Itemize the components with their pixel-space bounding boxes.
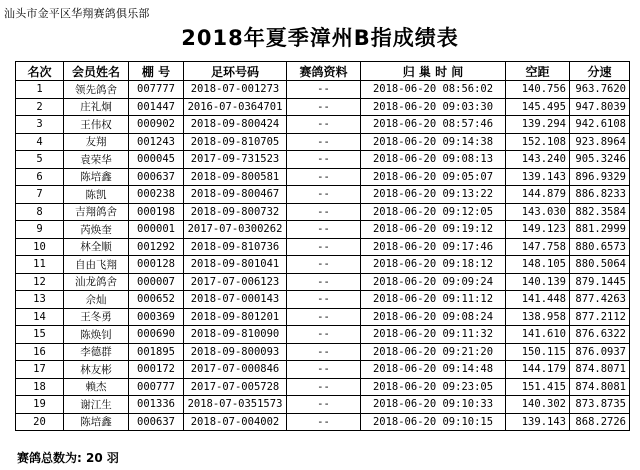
member-name-cell: 芮焕奎 bbox=[64, 221, 129, 239]
table-row bbox=[16, 256, 630, 274]
member-name-cell: 陈培鑫 bbox=[64, 413, 129, 431]
cage-number-cell: 000637 bbox=[129, 413, 184, 431]
cage-number-cell: 001292 bbox=[129, 238, 184, 256]
distance-cell: 138.958 bbox=[506, 308, 570, 326]
member-name-cell: 赖杰 bbox=[64, 378, 129, 396]
table-row bbox=[16, 291, 630, 309]
table-header-row bbox=[16, 62, 630, 81]
col-header-distance: 空距 bbox=[506, 62, 570, 81]
pigeon-info-cell: -- bbox=[287, 133, 361, 151]
distance-cell: 141.610 bbox=[506, 326, 570, 344]
arrival-time-cell: 2018-06-20 09:17:46 bbox=[361, 238, 506, 256]
cage-number-cell: 007777 bbox=[129, 81, 184, 99]
col-header-info: 赛鸽资料 bbox=[287, 62, 361, 81]
member-name-cell: 庄礼炯 bbox=[64, 98, 129, 116]
cage-number-cell: 000001 bbox=[129, 221, 184, 239]
rank-cell: 7 bbox=[16, 186, 64, 204]
pigeon-info-cell: -- bbox=[287, 291, 361, 309]
ring-number-cell: 2017-07-005728 bbox=[184, 378, 287, 396]
arrival-time-cell: 2018-06-20 09:11:32 bbox=[361, 326, 506, 344]
pigeon-info-cell: -- bbox=[287, 81, 361, 99]
ring-number-cell: 2018-07-004002 bbox=[184, 413, 287, 431]
col-header-speed: 分速 bbox=[570, 62, 630, 81]
speed-cell: 905.3246 bbox=[570, 151, 630, 169]
distance-cell: 139.143 bbox=[506, 413, 570, 431]
distance-cell: 140.302 bbox=[506, 396, 570, 414]
table-row bbox=[16, 168, 630, 186]
distance-cell: 149.123 bbox=[506, 221, 570, 239]
cage-number-cell: 000238 bbox=[129, 186, 184, 204]
distance-cell: 143.030 bbox=[506, 203, 570, 221]
table-row bbox=[16, 186, 630, 204]
ring-number-cell: 2018-09-810090 bbox=[184, 326, 287, 344]
distance-cell: 148.105 bbox=[506, 256, 570, 274]
distance-cell: 143.240 bbox=[506, 151, 570, 169]
page-title: 2018年夏季漳州B指成绩表 bbox=[181, 26, 459, 50]
speed-cell: 879.1445 bbox=[570, 273, 630, 291]
ring-number-cell: 2017-07-006123 bbox=[184, 273, 287, 291]
arrival-time-cell: 2018-06-20 09:12:05 bbox=[361, 203, 506, 221]
pigeon-info-cell: -- bbox=[287, 413, 361, 431]
ring-number-cell: 2018-09-801041 bbox=[184, 256, 287, 274]
arrival-time-cell: 2018-06-20 08:57:46 bbox=[361, 116, 506, 134]
speed-cell: 868.2726 bbox=[570, 413, 630, 431]
pigeon-info-cell: -- bbox=[287, 238, 361, 256]
ring-number-cell: 2017-07-0300262 bbox=[184, 221, 287, 239]
table-row bbox=[16, 308, 630, 326]
cage-number-cell: 000198 bbox=[129, 203, 184, 221]
table-row bbox=[16, 221, 630, 239]
rank-cell: 10 bbox=[16, 238, 64, 256]
table-row bbox=[16, 133, 630, 151]
col-header-ring: 足环号码 bbox=[184, 62, 287, 81]
table-row bbox=[16, 343, 630, 361]
member-name-cell: 汕龙鸽舍 bbox=[64, 273, 129, 291]
member-name-cell: 袁荣华 bbox=[64, 151, 129, 169]
arrival-time-cell: 2018-06-20 09:19:12 bbox=[361, 221, 506, 239]
cage-number-cell: 000369 bbox=[129, 308, 184, 326]
member-name-cell: 吉翔鸽舍 bbox=[64, 203, 129, 221]
table-row bbox=[16, 273, 630, 291]
member-name-cell: 王伟权 bbox=[64, 116, 129, 134]
table-row bbox=[16, 116, 630, 134]
member-name-cell: 陈培鑫 bbox=[64, 168, 129, 186]
member-name-cell: 陈凯 bbox=[64, 186, 129, 204]
distance-cell: 139.143 bbox=[506, 168, 570, 186]
cage-number-cell: 000652 bbox=[129, 291, 184, 309]
arrival-time-cell: 2018-06-20 09:18:12 bbox=[361, 256, 506, 274]
rank-cell: 12 bbox=[16, 273, 64, 291]
table-row bbox=[16, 396, 630, 414]
arrival-time-cell: 2018-06-20 09:14:38 bbox=[361, 133, 506, 151]
speed-cell: 882.3584 bbox=[570, 203, 630, 221]
speed-cell: 942.6108 bbox=[570, 116, 630, 134]
ring-number-cell: 2018-07-001273 bbox=[184, 81, 287, 99]
pigeon-info-cell: -- bbox=[287, 203, 361, 221]
rank-cell: 16 bbox=[16, 343, 64, 361]
arrival-time-cell: 2018-06-20 09:08:13 bbox=[361, 151, 506, 169]
rank-cell: 18 bbox=[16, 378, 64, 396]
cage-number-cell: 000007 bbox=[129, 273, 184, 291]
table-row bbox=[16, 203, 630, 221]
table-row bbox=[16, 413, 630, 431]
member-name-cell: 谢江生 bbox=[64, 396, 129, 414]
pigeon-info-cell: -- bbox=[287, 326, 361, 344]
arrival-time-cell: 2018-06-20 09:10:15 bbox=[361, 413, 506, 431]
col-header-cage: 棚 号 bbox=[129, 62, 184, 81]
ring-number-cell: 2018-09-800093 bbox=[184, 343, 287, 361]
cage-number-cell: 000637 bbox=[129, 168, 184, 186]
member-name-cell: 领先鸽舍 bbox=[64, 81, 129, 99]
rank-cell: 6 bbox=[16, 168, 64, 186]
distance-cell: 144.179 bbox=[506, 361, 570, 379]
rank-cell: 11 bbox=[16, 256, 64, 274]
distance-cell: 145.495 bbox=[506, 98, 570, 116]
speed-cell: 876.0937 bbox=[570, 343, 630, 361]
pigeon-info-cell: -- bbox=[287, 98, 361, 116]
ring-number-cell: 2018-09-800467 bbox=[184, 186, 287, 204]
ring-number-cell: 2017-09-731523 bbox=[184, 151, 287, 169]
speed-cell: 923.8964 bbox=[570, 133, 630, 151]
col-header-rank: 名次 bbox=[16, 62, 64, 81]
rank-cell: 5 bbox=[16, 151, 64, 169]
pigeon-info-cell: -- bbox=[287, 151, 361, 169]
ring-number-cell: 2018-09-810736 bbox=[184, 238, 287, 256]
member-name-cell: 王冬勇 bbox=[64, 308, 129, 326]
ring-number-cell: 2018-07-000143 bbox=[184, 291, 287, 309]
pigeon-info-cell: -- bbox=[287, 343, 361, 361]
table-row bbox=[16, 151, 630, 169]
arrival-time-cell: 2018-06-20 09:09:24 bbox=[361, 273, 506, 291]
ring-number-cell: 2018-09-800581 bbox=[184, 168, 287, 186]
rank-cell: 14 bbox=[16, 308, 64, 326]
speed-cell: 880.6573 bbox=[570, 238, 630, 256]
arrival-time-cell: 2018-06-20 09:05:07 bbox=[361, 168, 506, 186]
rank-cell: 19 bbox=[16, 396, 64, 414]
speed-cell: 874.8081 bbox=[570, 378, 630, 396]
distance-cell: 144.879 bbox=[506, 186, 570, 204]
pigeon-info-cell: -- bbox=[287, 186, 361, 204]
table-body bbox=[16, 81, 630, 431]
rank-cell: 20 bbox=[16, 413, 64, 431]
ring-number-cell: 2018-09-800732 bbox=[184, 203, 287, 221]
cage-number-cell: 000690 bbox=[129, 326, 184, 344]
ring-number-cell: 2017-07-000846 bbox=[184, 361, 287, 379]
arrival-time-cell: 2018-06-20 09:10:33 bbox=[361, 396, 506, 414]
speed-cell: 873.8735 bbox=[570, 396, 630, 414]
table-row bbox=[16, 238, 630, 256]
table-row bbox=[16, 378, 630, 396]
arrival-time-cell: 2018-06-20 09:23:05 bbox=[361, 378, 506, 396]
speed-cell: 896.9329 bbox=[570, 168, 630, 186]
distance-cell: 140.756 bbox=[506, 81, 570, 99]
cage-number-cell: 000777 bbox=[129, 378, 184, 396]
ring-number-cell: 2016-07-0364701 bbox=[184, 98, 287, 116]
distance-cell: 141.448 bbox=[506, 291, 570, 309]
col-header-name: 会员姓名 bbox=[64, 62, 129, 81]
table-row bbox=[16, 81, 630, 99]
table-row bbox=[16, 98, 630, 116]
pigeon-info-cell: -- bbox=[287, 168, 361, 186]
cage-number-cell: 001447 bbox=[129, 98, 184, 116]
member-name-cell: 林全顺 bbox=[64, 238, 129, 256]
pigeon-info-cell: -- bbox=[287, 361, 361, 379]
pigeon-info-cell: -- bbox=[287, 256, 361, 274]
rank-cell: 13 bbox=[16, 291, 64, 309]
cage-number-cell: 000172 bbox=[129, 361, 184, 379]
arrival-time-cell: 2018-06-20 09:13:22 bbox=[361, 186, 506, 204]
arrival-time-cell: 2018-06-20 09:11:12 bbox=[361, 291, 506, 309]
distance-cell: 152.108 bbox=[506, 133, 570, 151]
ring-number-cell: 2018-07-0351573 bbox=[184, 396, 287, 414]
cage-number-cell: 000128 bbox=[129, 256, 184, 274]
cage-number-cell: 001336 bbox=[129, 396, 184, 414]
speed-cell: 876.6322 bbox=[570, 326, 630, 344]
cage-number-cell: 000045 bbox=[129, 151, 184, 169]
member-name-cell: 陈焕钊 bbox=[64, 326, 129, 344]
speed-cell: 881.2999 bbox=[570, 221, 630, 239]
rank-cell: 8 bbox=[16, 203, 64, 221]
member-name-cell: 佘灿 bbox=[64, 291, 129, 309]
pigeon-info-cell: -- bbox=[287, 273, 361, 291]
rank-cell: 9 bbox=[16, 221, 64, 239]
cage-number-cell: 001243 bbox=[129, 133, 184, 151]
member-name-cell: 自由飞翔 bbox=[64, 256, 129, 274]
table-row bbox=[16, 361, 630, 379]
arrival-time-cell: 2018-06-20 08:56:02 bbox=[361, 81, 506, 99]
rank-cell: 1 bbox=[16, 81, 64, 99]
speed-cell: 874.8071 bbox=[570, 361, 630, 379]
club-name: 汕头市金平区华翔赛鸽俱乐部 bbox=[4, 7, 150, 20]
speed-cell: 877.2112 bbox=[570, 308, 630, 326]
pigeon-info-cell: -- bbox=[287, 396, 361, 414]
rank-cell: 17 bbox=[16, 361, 64, 379]
rank-cell: 2 bbox=[16, 98, 64, 116]
ring-number-cell: 2018-09-801201 bbox=[184, 308, 287, 326]
speed-cell: 963.7620 bbox=[570, 81, 630, 99]
arrival-time-cell: 2018-06-20 09:08:24 bbox=[361, 308, 506, 326]
speed-cell: 880.5064 bbox=[570, 256, 630, 274]
pigeon-info-cell: -- bbox=[287, 221, 361, 239]
rank-cell: 3 bbox=[16, 116, 64, 134]
distance-cell: 139.294 bbox=[506, 116, 570, 134]
distance-cell: 140.139 bbox=[506, 273, 570, 291]
arrival-time-cell: 2018-06-20 09:14:48 bbox=[361, 361, 506, 379]
arrival-time-cell: 2018-06-20 09:21:20 bbox=[361, 343, 506, 361]
speed-cell: 886.8233 bbox=[570, 186, 630, 204]
distance-cell: 151.415 bbox=[506, 378, 570, 396]
member-name-cell: 友翔 bbox=[64, 133, 129, 151]
total-count: 赛鸽总数为: 20 羽 bbox=[17, 451, 119, 465]
rank-cell: 4 bbox=[16, 133, 64, 151]
member-name-cell: 李德群 bbox=[64, 343, 129, 361]
table-row bbox=[16, 326, 630, 344]
cage-number-cell: 001895 bbox=[129, 343, 184, 361]
cage-number-cell: 000902 bbox=[129, 116, 184, 134]
rank-cell: 15 bbox=[16, 326, 64, 344]
distance-cell: 147.758 bbox=[506, 238, 570, 256]
member-name-cell: 林友彬 bbox=[64, 361, 129, 379]
pigeon-info-cell: -- bbox=[287, 116, 361, 134]
pigeon-info-cell: -- bbox=[287, 308, 361, 326]
ring-number-cell: 2018-09-800424 bbox=[184, 116, 287, 134]
distance-cell: 150.115 bbox=[506, 343, 570, 361]
speed-cell: 877.4263 bbox=[570, 291, 630, 309]
pigeon-info-cell: -- bbox=[287, 378, 361, 396]
ring-number-cell: 2018-09-810705 bbox=[184, 133, 287, 151]
speed-cell: 947.8039 bbox=[570, 98, 630, 116]
col-header-time: 归 巢 时 间 bbox=[361, 62, 506, 81]
results-table bbox=[15, 61, 630, 431]
arrival-time-cell: 2018-06-20 09:03:30 bbox=[361, 98, 506, 116]
